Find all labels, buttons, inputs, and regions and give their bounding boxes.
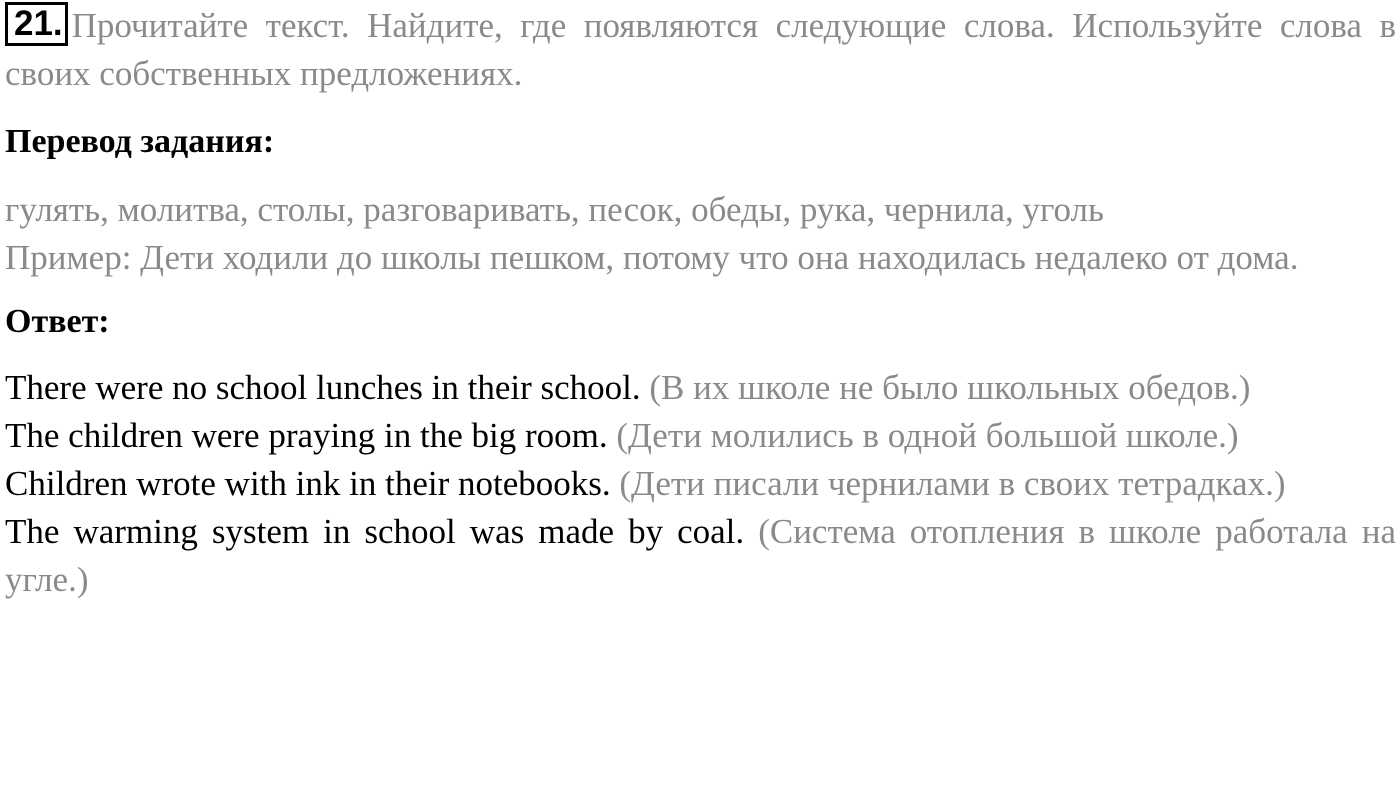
- task-text: Прочитайте текст. Найдите, где появляются следующие слова. Используйте слова в своих собственных предложениях.: [5, 6, 1396, 93]
- answer-english: The warming system in school was made by coal.: [5, 512, 745, 551]
- answer-list: [5, 364, 1396, 604]
- answer-russian: (Дети молились в одной большой школе.): [616, 416, 1239, 455]
- answer-russian: (Дети писали чернилами в своих тетрадках.): [619, 464, 1286, 503]
- answer-english: Children wrote with ink in their notebooks.: [5, 464, 611, 503]
- task-paragraph: [5, 2, 1396, 98]
- translation-heading: Перевод задания:: [5, 123, 275, 160]
- answer-item: [5, 412, 1396, 460]
- answer-item: [5, 364, 1396, 412]
- example-sentence: Пример: Дети ходили до школы пешком, потому что она находилась недалеко от дома.: [5, 238, 1299, 277]
- word-list: гулять, молитва, столы, разговаривать, песок, обеды, рука, чернила, уголь: [5, 190, 1104, 229]
- answer-russian: (Система отопления в школе работала на угле.): [5, 512, 1396, 599]
- answer-english: There were no school lunches in their school.: [5, 368, 641, 407]
- answer-russian: (В их школе не было школьных обедов.): [649, 368, 1251, 407]
- answer-item: [5, 460, 1396, 508]
- answer-english: The children were praying in the big room.: [5, 416, 608, 455]
- answer-heading: Ответ:: [5, 303, 110, 340]
- answer-item: [5, 508, 1396, 604]
- task-number-box: 21.: [5, 2, 68, 46]
